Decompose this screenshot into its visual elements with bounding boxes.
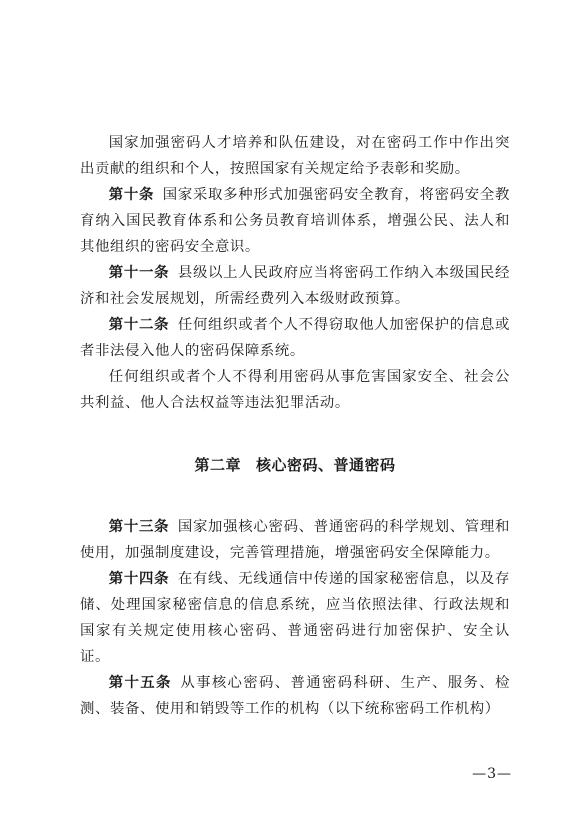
article-label: 第十一条 [108,265,170,281]
paragraph-text: 国家加强密码人才培养和队伍建设，对在密码工作中作出突出贡献的组织和个人，按照国家有关规定给予表彰和奖励。 [80,135,510,177]
article-text: 在有线、无线通信中传递的国家秘密信息，以及存储、处理国家秘密信息的信息系统，应当依照法律、行政法规和国家有关规定使用核心密码、普通密码进行加密保护、安全认证。 [80,571,511,665]
article-text: 从事核心密码、普通密码科研、生产、服务、检测、装备、使用和销毁等工作的机构（以下统称密码工作机构） [80,675,510,717]
chapter-title: 核心密码、普通密码 [256,456,396,474]
document-body [80,130,510,722]
chapter-heading [80,452,510,478]
article-label: 第十条 [108,187,155,203]
article-text: 县级以上人民政府应当将密码工作纳入本级国民经济和社会发展规划，所需经费列入本级财政预算。 [80,265,511,307]
article-11 [80,260,510,312]
article-13 [80,514,510,566]
article-label: 第十三条 [108,519,170,535]
article-text: 国家采取多种形式加强密码安全教育，将密码安全教育纳入国民教育体系和公务员教育培训体系，增强公民、法人和其他组织的密码安全意识。 [80,187,510,255]
article-12 [80,312,510,364]
article-10 [80,182,510,260]
page-number: —3— [472,766,512,782]
article-15 [80,670,510,722]
article-label: 第十二条 [108,317,170,333]
article-12-paragraph-2 [80,364,510,416]
article-text: 任何组织或者个人不得窃取他人加密保护的信息或者非法侵入他人的密码保障系统。 [80,317,511,359]
article-label: 第十四条 [108,571,170,587]
article-label: 第十五条 [108,675,172,691]
paragraph-talent-commendation [80,130,510,182]
paragraph-text: 任何组织或者个人不得利用密码从事危害国家安全、社会公共利益、他人合法权益等违法犯罪活动。 [80,369,510,411]
article-text: 国家加强核心密码、普通密码的科学规划、管理和使用，加强制度建设，完善管理措施，增强密码安全保障能力。 [80,519,511,561]
article-14 [80,566,510,670]
chapter-number: 第二章 [194,456,241,474]
